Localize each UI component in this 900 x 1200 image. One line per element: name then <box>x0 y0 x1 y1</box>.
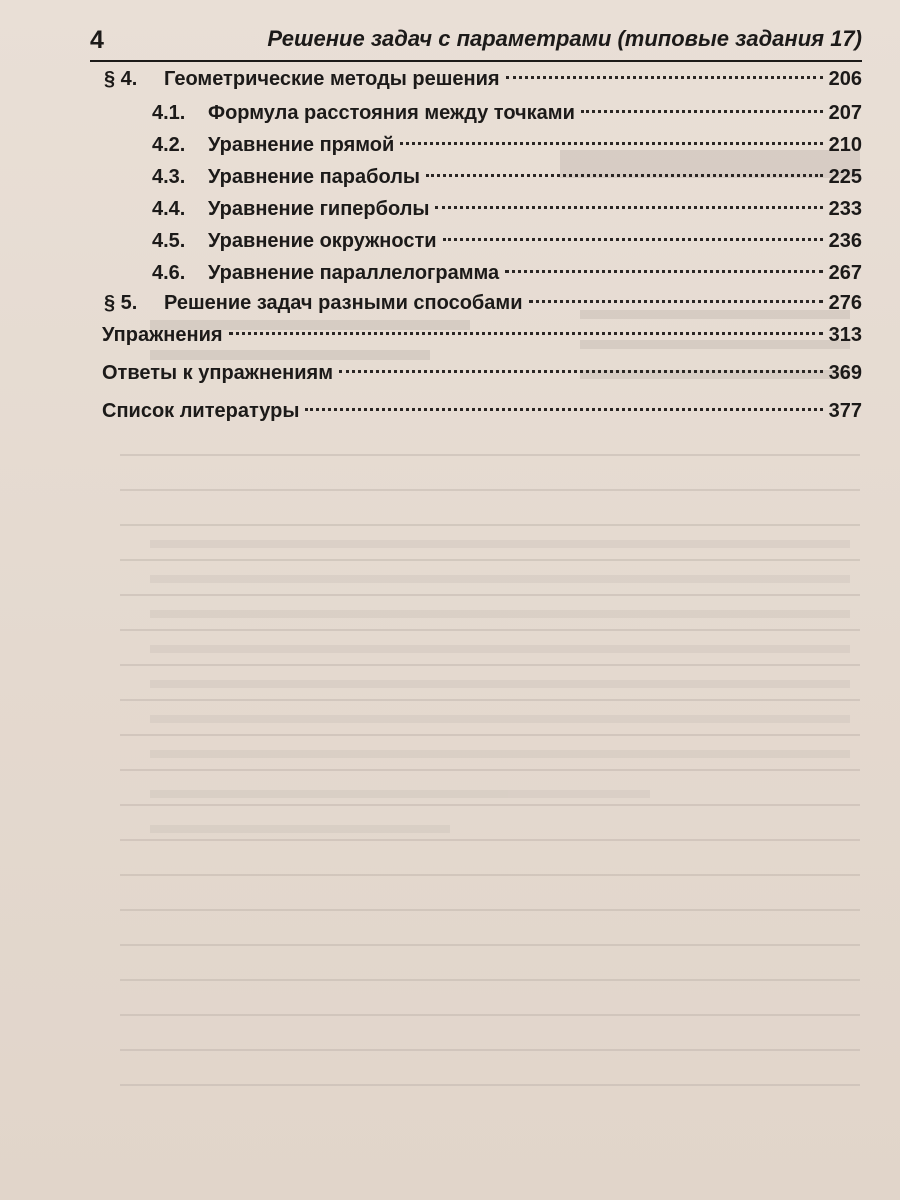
toc-entry-title: Уравнение окружности <box>208 230 437 252</box>
toc-entry-title: Геометрические методы решения <box>164 68 500 90</box>
toc-entry-page: 236 <box>828 230 862 252</box>
toc-entry-title: Уравнение параболы <box>208 166 420 188</box>
toc-entry-page: 377 <box>828 400 862 422</box>
toc-entry-number: 4.6. <box>152 262 186 284</box>
toc-entry-page: 210 <box>828 134 862 156</box>
toc-entry-title: Список литературы <box>102 400 300 422</box>
toc-entry-4-4[interactable] <box>152 194 862 224</box>
toc-entry-page: 207 <box>828 102 862 124</box>
toc-entry-4-3[interactable] <box>152 162 862 192</box>
toc-entry-number: 4.3. <box>152 166 186 188</box>
toc-entry-title: Уравнение параллелограмма <box>208 262 500 284</box>
dot-leader <box>305 408 822 411</box>
toc-entry-page: 267 <box>828 262 862 284</box>
toc-entry-answers[interactable] <box>102 358 862 388</box>
dot-leader <box>506 76 823 79</box>
toc-entry-section-5[interactable] <box>104 288 862 318</box>
toc-entry-4-1[interactable] <box>152 98 862 128</box>
toc-entry-title: Ответы к упражнениям <box>102 362 334 384</box>
toc-entry-title: Уравнение гиперболы <box>208 198 430 220</box>
dot-leader <box>400 142 822 145</box>
toc-entry-4-6[interactable] <box>152 258 862 288</box>
toc-entry-page: 206 <box>828 68 862 90</box>
toc-entry-page: 225 <box>828 166 862 188</box>
toc-entry-title: Уравнение прямой <box>208 134 395 156</box>
dot-leader <box>505 270 822 273</box>
toc-entry-number: 4.4. <box>152 198 186 220</box>
dot-leader <box>581 110 823 113</box>
dot-leader <box>426 174 823 177</box>
page-header <box>90 22 862 58</box>
dot-leader <box>529 300 823 303</box>
dot-leader <box>443 238 823 241</box>
running-title: Решение задач с параметрами (типовые задания 17) <box>267 26 862 51</box>
toc-entry-number: 4.2. <box>152 134 186 156</box>
header-divider <box>90 60 862 62</box>
toc-entry-page: 276 <box>828 292 862 314</box>
toc-entry-title: Решение задач разными способами <box>164 292 523 314</box>
toc-entry-page: 369 <box>828 362 862 384</box>
toc-entry-page: 233 <box>828 198 862 220</box>
toc-entry-title: Упражнения <box>102 324 223 346</box>
toc-entry-number: § 5. <box>104 292 138 314</box>
toc-entry-4-2[interactable] <box>152 130 862 160</box>
dot-leader <box>229 332 823 335</box>
toc-entry-number: 4.1. <box>152 102 186 124</box>
toc-entry-references[interactable] <box>102 396 862 426</box>
toc-entry-title: Формула расстояния между точками <box>208 102 575 124</box>
dot-leader <box>339 370 823 373</box>
toc-entry-section-4[interactable] <box>104 64 862 94</box>
toc-entry-page: 313 <box>828 324 862 346</box>
toc-entry-number: 4.5. <box>152 230 186 252</box>
toc-entry-4-5[interactable] <box>152 226 862 256</box>
page-number: 4 <box>90 26 104 54</box>
dot-leader <box>435 206 822 209</box>
toc-entry-exercises[interactable] <box>102 320 862 350</box>
toc-entry-number: § 4. <box>104 68 138 90</box>
